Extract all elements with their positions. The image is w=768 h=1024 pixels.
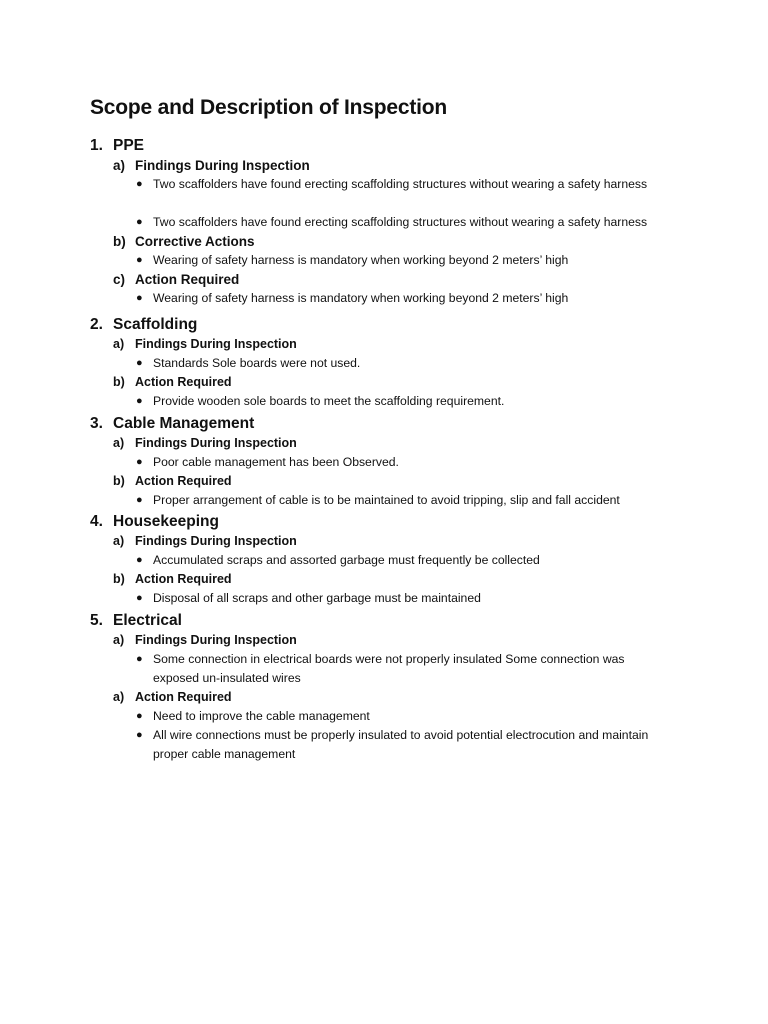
subsection-title: Action Required bbox=[135, 375, 232, 389]
section-heading bbox=[90, 315, 690, 335]
subsection bbox=[113, 688, 673, 764]
subsection-letter: b) bbox=[113, 474, 125, 488]
section-title: PPE bbox=[113, 137, 145, 154]
subsection-title: Action Required bbox=[135, 272, 240, 287]
subsection bbox=[113, 232, 673, 270]
list-item: ● Disposal of all scraps and other garbage must be maintained bbox=[113, 589, 673, 608]
page-title: Scope and Description of Inspection bbox=[90, 96, 448, 119]
subsection bbox=[113, 570, 673, 608]
subsection-letter: c) bbox=[113, 272, 126, 287]
section-ppe bbox=[90, 136, 690, 308]
subsection bbox=[113, 335, 673, 373]
section-number: 1. bbox=[90, 137, 103, 154]
subsection-letter: b) bbox=[113, 375, 125, 389]
subsection-title: Findings During Inspection bbox=[135, 534, 297, 548]
section-number: 3. bbox=[90, 415, 103, 432]
bullet-icon: ● bbox=[136, 653, 143, 665]
list-item: ● Two scaffolders have found erecting scaffolding structures without wearing a safety harness bbox=[113, 213, 673, 232]
subsection-title: Findings During Inspection bbox=[135, 436, 297, 450]
section-housekeeping bbox=[90, 512, 690, 608]
list-item: ● Poor cable management has been Observed. bbox=[113, 453, 673, 472]
bullet-icon: ● bbox=[136, 254, 143, 266]
subsection-title: Findings During Inspection bbox=[135, 633, 297, 647]
section-title: Housekeeping bbox=[113, 513, 219, 530]
subsection-letter: b) bbox=[113, 234, 126, 249]
bullet-icon: ● bbox=[136, 710, 143, 722]
subsection-heading bbox=[113, 373, 673, 392]
bullet-icon: ● bbox=[136, 395, 143, 407]
section-heading bbox=[90, 414, 690, 434]
list-item: ● Proper arrangement of cable is to be maintained to avoid tripping, slip and fall accident bbox=[113, 491, 673, 510]
subsection-title: Action Required bbox=[135, 690, 232, 704]
subsection-title: Action Required bbox=[135, 572, 232, 586]
subsection-letter: a) bbox=[113, 337, 125, 351]
subsection-letter: a) bbox=[113, 158, 126, 173]
subsection-title: Findings During Inspection bbox=[135, 337, 297, 351]
list-item: ● Need to improve the cable management bbox=[113, 707, 673, 726]
subsection bbox=[113, 532, 673, 570]
bullet-icon: ● bbox=[136, 178, 143, 190]
bullet-icon: ● bbox=[136, 592, 143, 604]
bullet-icon: ● bbox=[136, 216, 143, 228]
subsection-heading bbox=[113, 270, 673, 289]
subsection-heading bbox=[113, 688, 673, 707]
list-item: ● All wire connections must be properly insulated to avoid potential electrocution and maintain proper cable management bbox=[136, 728, 649, 761]
bullet-icon: ● bbox=[136, 292, 143, 304]
subsection-letter: a) bbox=[113, 690, 125, 704]
subsection-letter: a) bbox=[113, 534, 125, 548]
subsection-heading bbox=[113, 532, 673, 551]
subsection-letter: b) bbox=[113, 572, 125, 586]
section-scaffolding bbox=[90, 315, 690, 411]
bullet-icon: ● bbox=[136, 357, 143, 369]
list-item: ● Standards Sole boards were not used. bbox=[113, 354, 673, 373]
subsection-title: Action Required bbox=[135, 474, 232, 488]
list-item: ● Wearing of safety harness is mandatory when working beyond 2 meters’ high bbox=[113, 289, 673, 308]
list-item: ● Provide wooden sole boards to meet the scaffolding requirement. bbox=[113, 392, 673, 411]
subsection-letter: a) bbox=[113, 633, 125, 647]
subsection bbox=[113, 631, 673, 688]
subsection bbox=[113, 434, 673, 472]
subsection-heading bbox=[113, 631, 673, 650]
section-number: 2. bbox=[90, 316, 103, 333]
subsection-heading bbox=[113, 472, 673, 491]
section-title: Cable Management bbox=[113, 415, 255, 432]
section-electrical bbox=[90, 611, 690, 764]
section-heading bbox=[90, 512, 690, 532]
subsection bbox=[113, 472, 673, 510]
subsection bbox=[113, 156, 673, 232]
section-number: 5. bbox=[90, 612, 103, 629]
list-item: ● Some connection in electrical boards were not properly insulated Some connection was exposed un-insulated wires bbox=[136, 652, 625, 685]
subsection bbox=[113, 270, 673, 308]
section-title: Electrical bbox=[113, 612, 182, 629]
list-item: ● Two scaffolders have found erecting scaffolding structures without wearing a safety harness bbox=[113, 175, 673, 194]
bullet-icon: ● bbox=[136, 494, 143, 506]
list-item: ● Accumulated scraps and assorted garbage must frequently be collected bbox=[113, 551, 673, 570]
blank-line bbox=[113, 194, 673, 213]
subsection-letter: a) bbox=[113, 436, 125, 450]
list-item: ● Wearing of safety harness is mandatory when working beyond 2 meters’ high bbox=[113, 251, 673, 270]
subsection-title: Corrective Actions bbox=[135, 234, 255, 249]
subsection-heading bbox=[113, 570, 673, 589]
section-number: 4. bbox=[90, 513, 103, 530]
subsection-heading bbox=[113, 335, 673, 354]
section-cable-management bbox=[90, 414, 690, 510]
subsection-heading bbox=[113, 434, 673, 453]
subsection bbox=[113, 373, 673, 411]
bullet-icon: ● bbox=[136, 729, 143, 741]
section-heading bbox=[90, 611, 690, 631]
bullet-icon: ● bbox=[136, 456, 143, 468]
subsection-heading bbox=[113, 156, 673, 175]
section-heading bbox=[90, 136, 690, 156]
bullet-icon: ● bbox=[136, 554, 143, 566]
subsection-title: Findings During Inspection bbox=[135, 158, 310, 173]
subsection-heading bbox=[113, 232, 673, 251]
section-title: Scaffolding bbox=[113, 316, 198, 333]
